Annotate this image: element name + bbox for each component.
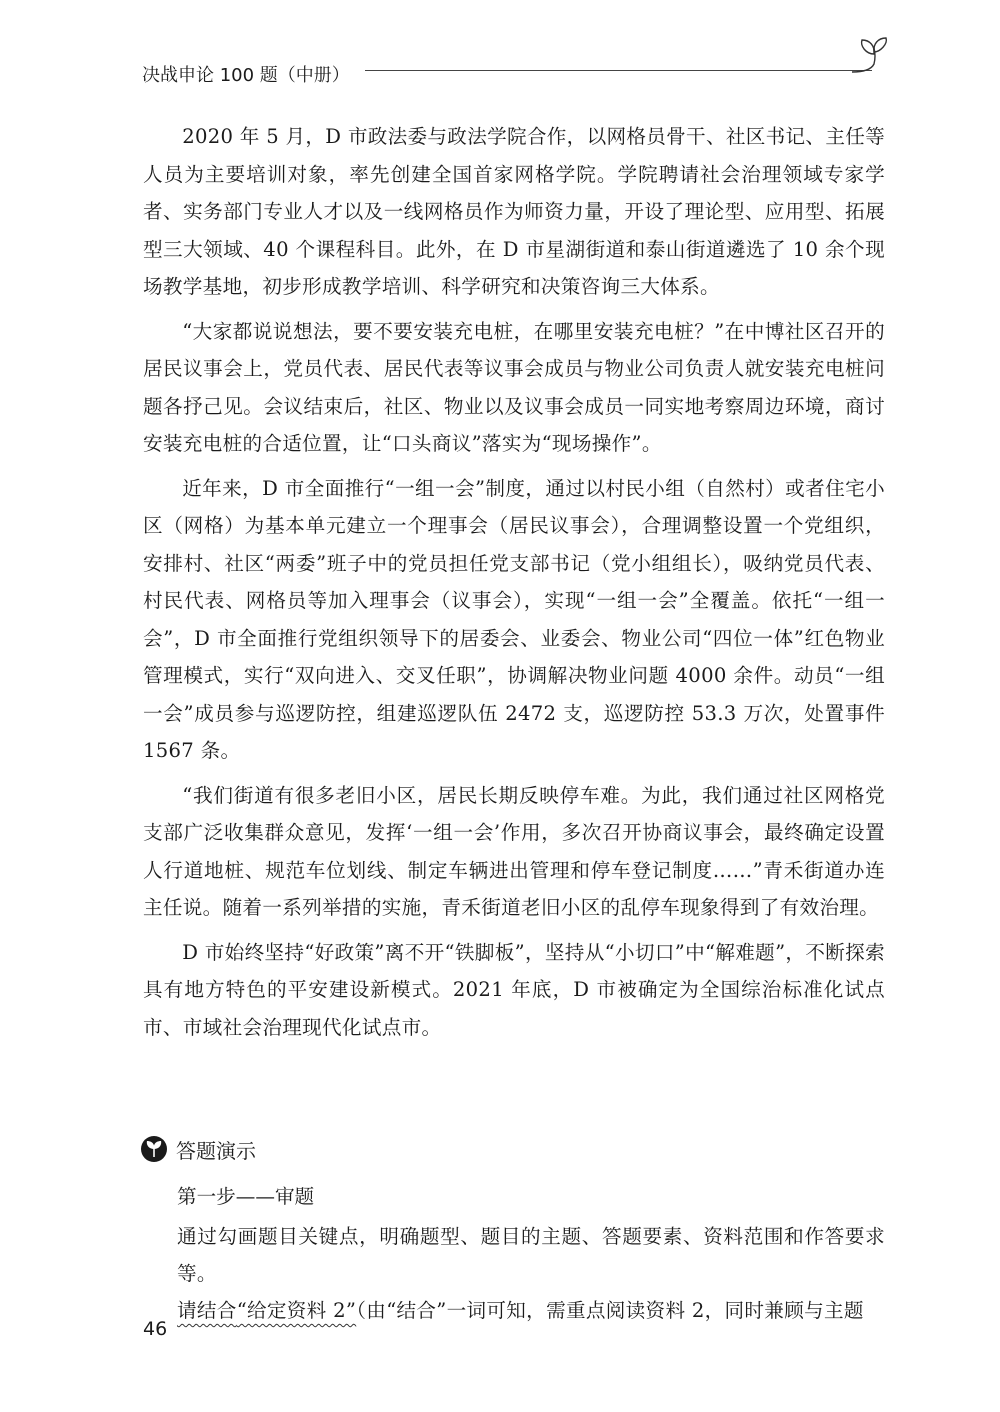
paragraph-1: 2020 年 5 月，D 市政法委与政法学院合作，以网格员骨干、社区书记、主任等人员为主要培训对象，率先创建全国首家网格学院。学院聘请社会治理领域专家学者、实务部门专业人才以及一线网格员作为师资力量，开设了理论型、应用型、拓展型三大领域、40 个课程科目。此外，在 D 市星湖街道和泰山街道遴选了 10 余个现场教学基地，初步形成教学培训、科学研究和决策咨询三大体系。 [143, 125, 885, 298]
wavy-underlined-material: “给定资料 2” [236, 1299, 357, 1322]
step-body [177, 1218, 885, 1329]
section-heading [140, 1132, 256, 1166]
book-title: 决战申论 100 题（中册） [142, 65, 350, 86]
leaf-icon [140, 1135, 168, 1163]
step-line-2 [177, 1292, 885, 1329]
sprout-icon [848, 34, 900, 84]
step-line-2-rest: （由“结合”一词可知，需重点阅读资料 2，同时兼顾与主题 [356, 1299, 864, 1322]
wavy-underlined-phrase: 请结合 [177, 1299, 237, 1322]
main-text [143, 118, 885, 1046]
page-number: 46 [143, 1318, 168, 1340]
section-title: 答题演示 [176, 1138, 256, 1163]
paragraph-5: D 市始终坚持“好政策”离不开“铁脚板”，坚持从“小切口”中“解难题”，不断探索具有地方特色的平安建设新模式。2021 年底，D 市被确定为全国综治标准化试点市、市域社会治理现代化试点市。 [143, 940, 885, 1039]
step-title: 第一步——审题 [177, 1185, 315, 1208]
paragraph-2: “大家都说说想法，要不要安装充电桩，在哪里安装充电桩？”在中博社区召开的居民议事会上，党员代表、居民代表等议事会成员与物业公司负责人就安装充电桩问题各抒己见。会议结束后，社区、物业以及议事会成员一同实地考察周边环境，商讨安装充电桩的合适位置，让“口头商议”落实为“现场操作”。 [143, 319, 885, 455]
paragraph-4: “我们街道有很多老旧小区，居民长期反映停车难。为此，我们通过社区网格党支部广泛收集群众意见，发挥‘一组一会’作用，多次召开协商议事会，最终确定设置人行道地桩、规范车位划线、制定车辆进出管理和停车登记制度……”青禾街道办连主任说。随着一系列举措的实施，青禾街道老旧小区的乱停车现象得到了有效治理。 [143, 783, 885, 919]
step-line-1: 通过勾画题目关键点，明确题型、题目的主题、答题要素、资料范围和作答要求等。 [177, 1225, 885, 1285]
paragraph-3: 近年来，D 市全面推行“一组一会”制度，通过以村民小组（自然村）或者住宅小区（网格）为基本单元建立一个理事会（居民议事会），合理调整设置一个党组织，安排村、社区“两委”班子中的党员担任党支部书记（党小组组长），吸纳党员代表、村民代表、网格员等加入理事会（议事会），实现“一组一会”全覆盖。依托“一组一会”，D 市全面推行党组织领导下的居委会、业委会、物业公司“四位一体”红色物业管理模式，实行“双向进入、交叉任职”，协调解决物业问题 4000 余件。动员“一组一会”成员参与巡逻防控，组建巡逻队伍 2472 支，巡逻防控 53.3 万次，处置事件 1567 条。 [143, 476, 885, 762]
running-header [120, 40, 900, 90]
header-rule [365, 70, 872, 71]
